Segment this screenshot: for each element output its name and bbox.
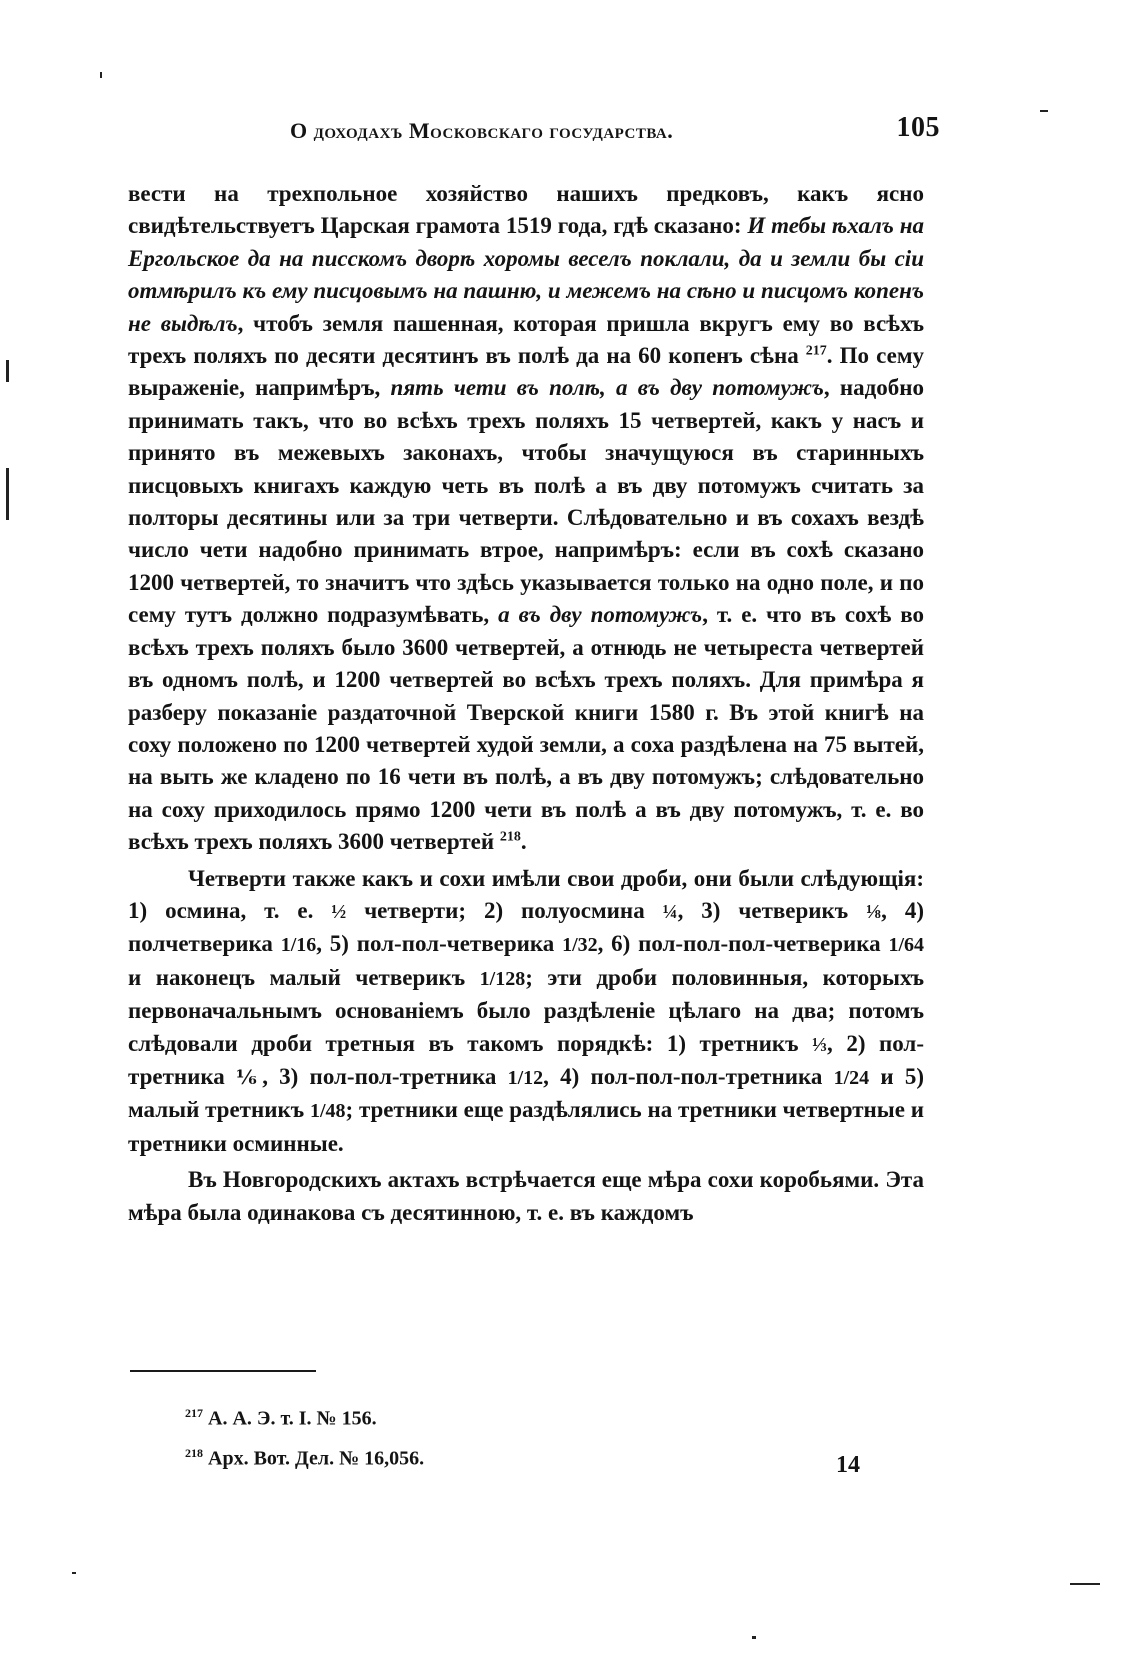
scan-speck — [6, 360, 9, 382]
para2-text-6: , 6) пол-пол-пол-четверика — [597, 931, 889, 957]
para2-text-1: Четверти также какъ и сохи имѣли свои дроби, они были слѣдующiя: 1) осмина, т. е. — [128, 865, 924, 923]
para2-text-7: и наконецъ малый четверикъ — [128, 964, 480, 990]
para1-italic-phrase: пять чети въ полѣ, а въ дву потомужъ — [390, 375, 824, 401]
footnote-text: Арх. Вот. Дел. № 16,056. — [208, 1447, 425, 1470]
para2-text-4: , 4) полчетверика — [128, 897, 924, 957]
footnote-217 — [185, 1396, 424, 1436]
paragraph-2 — [128, 863, 924, 1161]
fraction: ⅛ — [866, 900, 882, 923]
fraction: ⅓ — [812, 1033, 828, 1056]
para2-text-11: , 4) пол-пол-пол-третника — [543, 1063, 834, 1089]
fraction: 1/24 — [833, 1066, 870, 1089]
para1-quote: И тебы ѣхалъ на Ергольское да на писскомъ дворѣ хоромы веселъ поклали, да и земли бы сiи отмѣрилъ къ ему писцовымъ на пашню, и межемъ на сѣно и писцомъ копенъ не выдѣлъ — [128, 213, 925, 336]
scan-speck — [100, 72, 102, 78]
fraction: 1/16 — [280, 934, 317, 957]
footnotes — [185, 1396, 424, 1475]
para2-text-10: , 3) пол-пол-третника — [262, 1063, 508, 1089]
para1-text-3: . По сему выраженiе, напримѣръ, — [128, 343, 924, 401]
footnote-number: 218 — [185, 1445, 203, 1460]
scan-speck — [1070, 1583, 1100, 1585]
fraction: 1/64 — [888, 934, 924, 957]
page-number: 105 — [896, 112, 940, 143]
para1-text-2: , чтобъ земля пашенная, которая пришла вкругъ ему во всѣхъ трехъ поляхъ по десяти десятинъ въ полѣ да на 60 копенъ сѣна — [128, 310, 925, 369]
footnote-218 — [185, 1436, 424, 1476]
para2-text-8: ; эти дроби половинныя, которыхъ первоначальнымъ основанiемъ было раздѣленiе цѣлаго на два; потомъ слѣдовали дроби третныя въ такомъ порядкѣ: 1) третникъ — [128, 964, 924, 1056]
fraction: 1/128 — [479, 967, 526, 990]
footnote-text: А. А. Э. т. I. № 156. — [208, 1407, 377, 1430]
footnote-separator — [130, 1370, 316, 1372]
footnote-number: 217 — [185, 1406, 203, 1420]
para1-text-5: , т. е. что въ сохѣ во всѣхъ трехъ поляхъ было 3600 четвертей, а отнюдь не четыреста четвертей въ одномъ полѣ, и 1200 четвертей во всѣхъ трехъ поляхъ. Для примѣра я разберу показанiе раздаточной Тверской книги 1580 г. Въ этой книгѣ на соху положено по 1200 четвертей худой земли, а соха раздѣлена на 75 вытей, на выть же кладено по 16 чети въ полѣ, а въ дву потомужъ; слѣдовательно на соху приходилось прямо 1200 чети въ полѣ а въ дву потомужъ, т. е. во всѣхъ трехъ поляхъ 3600 четвертей — [128, 602, 925, 855]
para2-text-9: , 2) пол-третника — [128, 1030, 924, 1089]
paragraph-3: Въ Новгородскихъ актахъ встрѣчается еще мѣра сохи коробьями. Эта мѣра была одинакова съ десятинною, т. е. въ каждомъ — [128, 1167, 924, 1225]
scan-speck — [752, 1636, 756, 1639]
body-text — [128, 178, 924, 1229]
para2-text-13: ; третники еще раздѣлялись на третники четвертные и третники осминные. — [128, 1097, 924, 1156]
para2-text-2: четверти; 2) полуосмина — [346, 897, 663, 923]
signature-mark: 14 — [836, 1452, 860, 1478]
paragraph-1 — [128, 178, 924, 859]
fraction: 1/12 — [507, 1066, 544, 1089]
scan-speck — [1040, 110, 1048, 112]
fraction: ½ — [331, 900, 347, 923]
para1-italic-phrase-2: а въ дву потомужъ — [498, 602, 703, 628]
para2-text-12: и 5) малый третникъ — [128, 1063, 925, 1123]
para1-text-4: , надобно принимать такъ, что во всѣхъ трехъ поляхъ 15 четвертей, какъ у насъ и принято въ межевыхъ законахъ, чтобы значущуюся въ старинныхъ писцовыхъ книгахъ каждую четь въ полѣ а въ дву потомужъ считать за полторы десятины или за три четверти. Слѣдовательно и въ сохахъ вездѣ число чети надобно принимать втрое, напримѣръ: если въ сохѣ сказано 1200 четвертей, то значитъ что здѣсь указывается только на одно поле, и по сему тутъ должно подразумѣвать, — [128, 375, 925, 628]
footnote-ref-218: 218 — [499, 829, 521, 845]
fraction: ⅙ — [236, 1066, 263, 1089]
scan-speck — [72, 1572, 76, 1574]
scan-speck — [6, 468, 9, 520]
para2-text-5: , 5) пол-пол-четверика — [316, 931, 563, 957]
running-title: О доходахъ Московскаго государства. — [290, 118, 674, 143]
footnote-ref-217: 217 — [805, 343, 827, 359]
para2-text-3: , 3) четверикъ — [677, 897, 867, 923]
para1-text-1: вести на трехпольное хозяйство нашихъ предковъ, какъ ясно свидѣтельствуетъ Царская грамота 1519 года, гдѣ сказано: — [128, 181, 924, 239]
fraction: 1/32 — [562, 934, 598, 957]
fraction: 1/48 — [309, 1100, 346, 1123]
fraction: ¼ — [662, 900, 678, 923]
para1-text-6: . — [520, 829, 527, 855]
